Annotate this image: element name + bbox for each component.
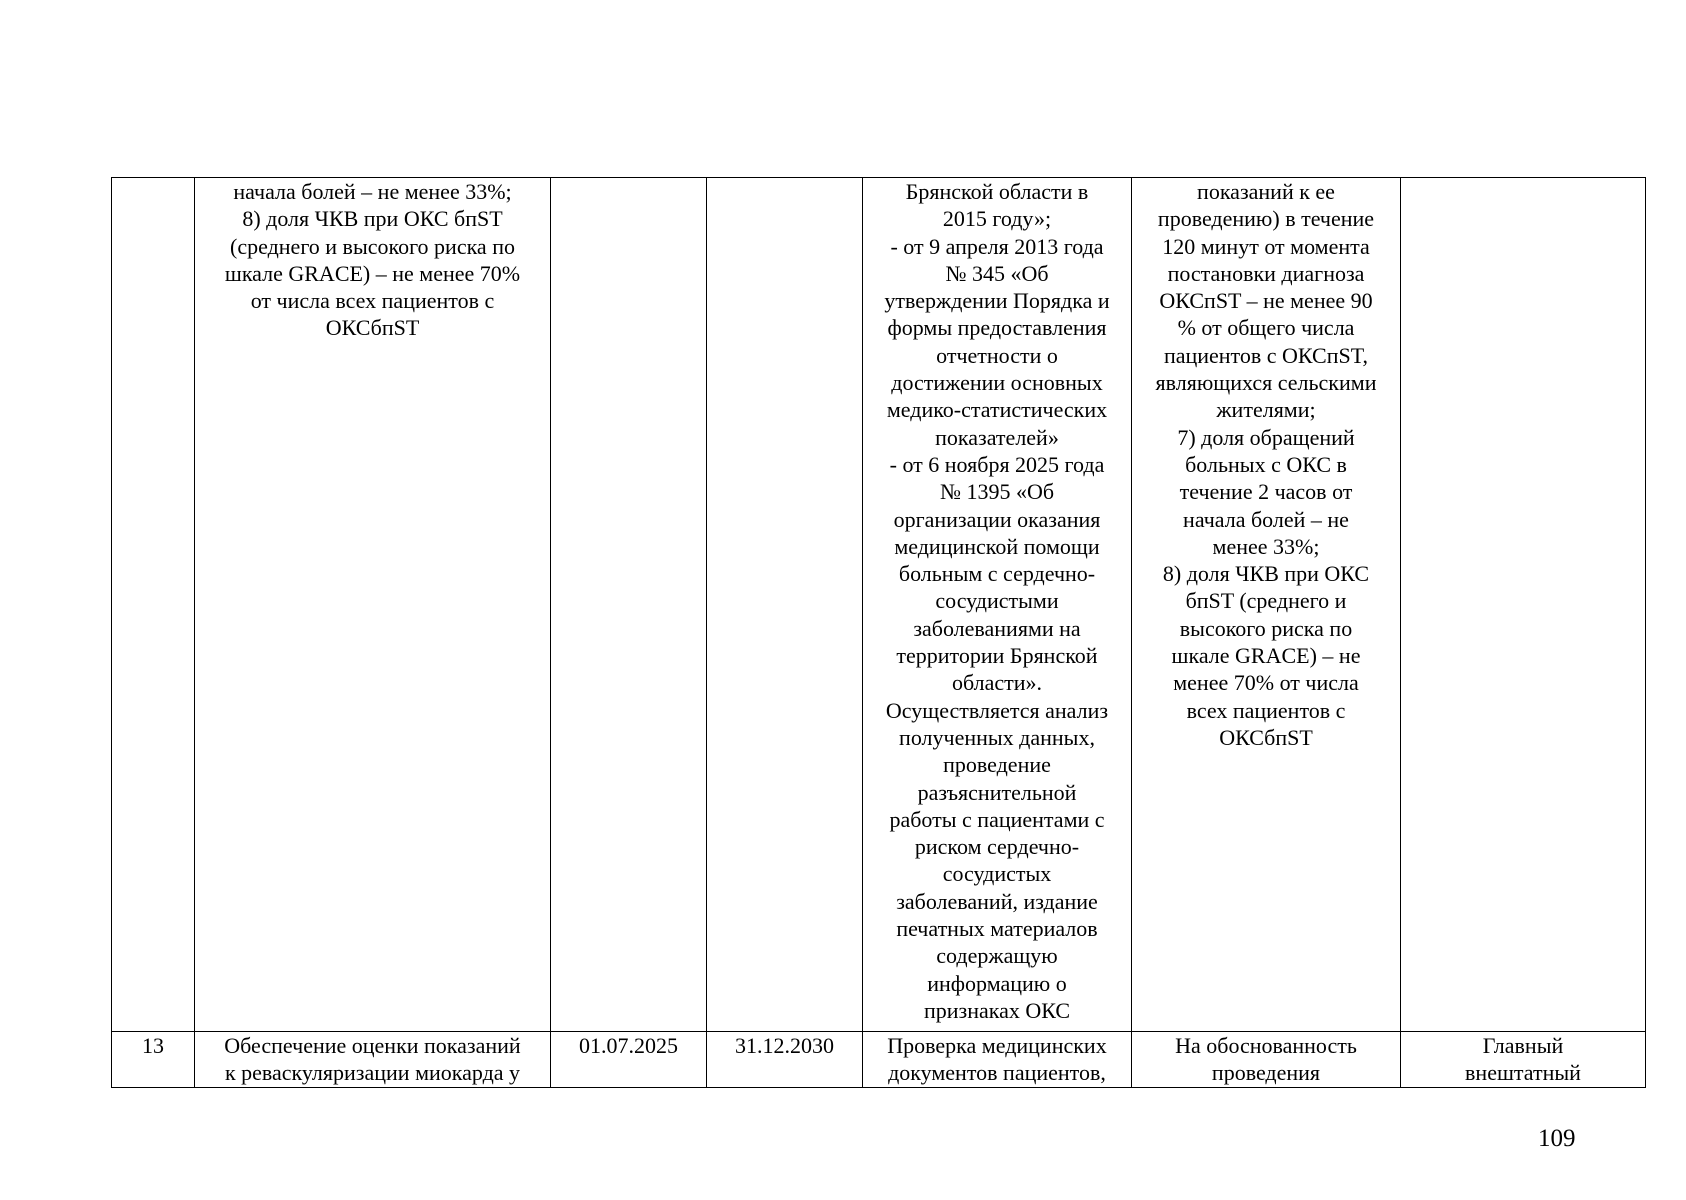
cell-line: проведение xyxy=(943,752,1051,778)
cell-line: пациентов с ОКСпST, xyxy=(1163,342,1369,368)
cell-line: На обоснованность xyxy=(1175,1033,1357,1058)
cell-line: шкале GRACE) – не менее 70% xyxy=(224,260,521,286)
cell-end-date: 31.12.2030 xyxy=(707,1032,863,1088)
cell-responsible xyxy=(1401,1032,1646,1088)
cell-line: разъяснительной xyxy=(917,779,1077,805)
cell-line: 120 минут от момента xyxy=(1162,233,1370,259)
cell-line: менее 70% от числа xyxy=(1173,670,1359,696)
cell-line: постановки диагноза xyxy=(1167,260,1365,286)
cell-line: отчетности о xyxy=(936,342,1058,368)
cell-line: всех пациентов с xyxy=(1186,697,1346,723)
cell-result xyxy=(1132,178,1401,1032)
cell-line: больных с ОКС в xyxy=(1185,451,1347,477)
cell-line: риском сердечно- xyxy=(914,834,1080,860)
cell-line: Обеспечение оценки показаний xyxy=(224,1033,521,1058)
cell-result xyxy=(1132,1032,1401,1088)
cell-measure xyxy=(195,1032,551,1088)
cell-line: содержащую xyxy=(936,943,1058,969)
cell-line: высокого риска по xyxy=(1179,615,1353,641)
cell-line: Осуществляется анализ xyxy=(885,697,1109,723)
cell-line: больным с сердечно- xyxy=(898,561,1096,587)
cell-line: сосудистых xyxy=(942,861,1052,887)
cell-line: ОКСпST – не менее 90 xyxy=(1159,288,1373,314)
cell-number xyxy=(112,178,195,1032)
cell-measure xyxy=(195,178,551,1032)
cell-line: Главный xyxy=(1482,1033,1564,1058)
cell-line: печатных материалов xyxy=(896,916,1098,942)
cell-line: 7) доля обращений xyxy=(1177,424,1355,450)
cell-line: % от общего числа xyxy=(1177,315,1355,341)
cell-line: менее 33%; xyxy=(1212,533,1320,559)
cell-line: к реваскуляризации миокарда у xyxy=(224,1060,521,1086)
cell-line: признаках ОКС xyxy=(923,997,1071,1023)
cell-line: территории Брянской xyxy=(896,643,1098,669)
cell-line: области». xyxy=(951,670,1043,696)
cell-line: жителями; xyxy=(1216,397,1316,423)
cell-line: ОКСбпST xyxy=(325,315,420,341)
cell-line: течение 2 часов от xyxy=(1179,479,1353,505)
page-number: 109 xyxy=(1538,1125,1576,1152)
cell-line: показателей» xyxy=(935,424,1059,450)
cell-line: утверждении Порядка и xyxy=(884,288,1110,314)
cell-line: (среднего и высокого риска по xyxy=(230,233,515,259)
cell-line: работы с пациентами с xyxy=(889,806,1105,832)
cell-line: документов пациентов, xyxy=(888,1060,1106,1086)
cell-line: организации оказания xyxy=(893,506,1101,532)
cell-line: начала болей – не xyxy=(1183,506,1349,532)
cell-line: шкале GRACE) – не xyxy=(1171,643,1361,669)
cell-start-date: 01.07.2025 xyxy=(551,1032,707,1088)
cell-line: - от 6 ноября 2025 года xyxy=(889,451,1105,477)
cell-description xyxy=(863,178,1132,1032)
cell-line: медико-статистических xyxy=(886,397,1108,423)
cell-line: информацию о xyxy=(927,970,1067,996)
cell-line: 8) доля ЧКВ при ОКС xyxy=(1162,561,1370,587)
cell-line: 2015 году»; xyxy=(942,206,1052,232)
cell-line: - от 9 апреля 2013 года xyxy=(890,233,1104,259)
cell-line: ОКСбпST xyxy=(1219,724,1313,750)
cell-line: внештатный xyxy=(1465,1060,1581,1086)
cell-line: № 1395 «Об xyxy=(939,479,1055,505)
cell-line: Проверка медицинских xyxy=(887,1033,1107,1058)
cell-line: проведению) в течение xyxy=(1157,206,1375,232)
table-row-continued xyxy=(112,178,1646,1032)
cell-line: бпST (среднего и xyxy=(1185,588,1347,614)
cell-line: заболеваний, издание xyxy=(896,888,1098,914)
cell-line: формы предоставления xyxy=(887,315,1107,341)
cell-line: полученных данных, xyxy=(899,724,1095,750)
measures-table xyxy=(111,177,1646,1088)
cell-line: показаний к ее xyxy=(1197,179,1335,204)
cell-line: заболеваниями на xyxy=(913,615,1081,641)
cell-line: проведения xyxy=(1211,1060,1321,1086)
cell-line: 8) доля ЧКВ при ОКС бпST xyxy=(242,206,503,232)
cell-number: 13 xyxy=(112,1032,195,1088)
cell-line: № 345 «Об xyxy=(945,260,1049,286)
table-row-13 xyxy=(112,1032,1646,1088)
cell-description xyxy=(863,1032,1132,1088)
cell-line: Брянской области в xyxy=(905,179,1089,204)
cell-end-date xyxy=(707,178,863,1032)
cell-responsible xyxy=(1401,178,1646,1032)
cell-line: достижении основных xyxy=(891,370,1103,396)
cell-line: сосудистыми xyxy=(935,588,1059,614)
cell-line: начала болей – не менее 33%; xyxy=(233,179,512,204)
cell-line: медицинской помощи xyxy=(894,533,1100,559)
cell-start-date xyxy=(551,178,707,1032)
cell-line: являющихся сельскими xyxy=(1155,370,1377,396)
cell-line: от числа всех пациентов с xyxy=(250,288,495,314)
